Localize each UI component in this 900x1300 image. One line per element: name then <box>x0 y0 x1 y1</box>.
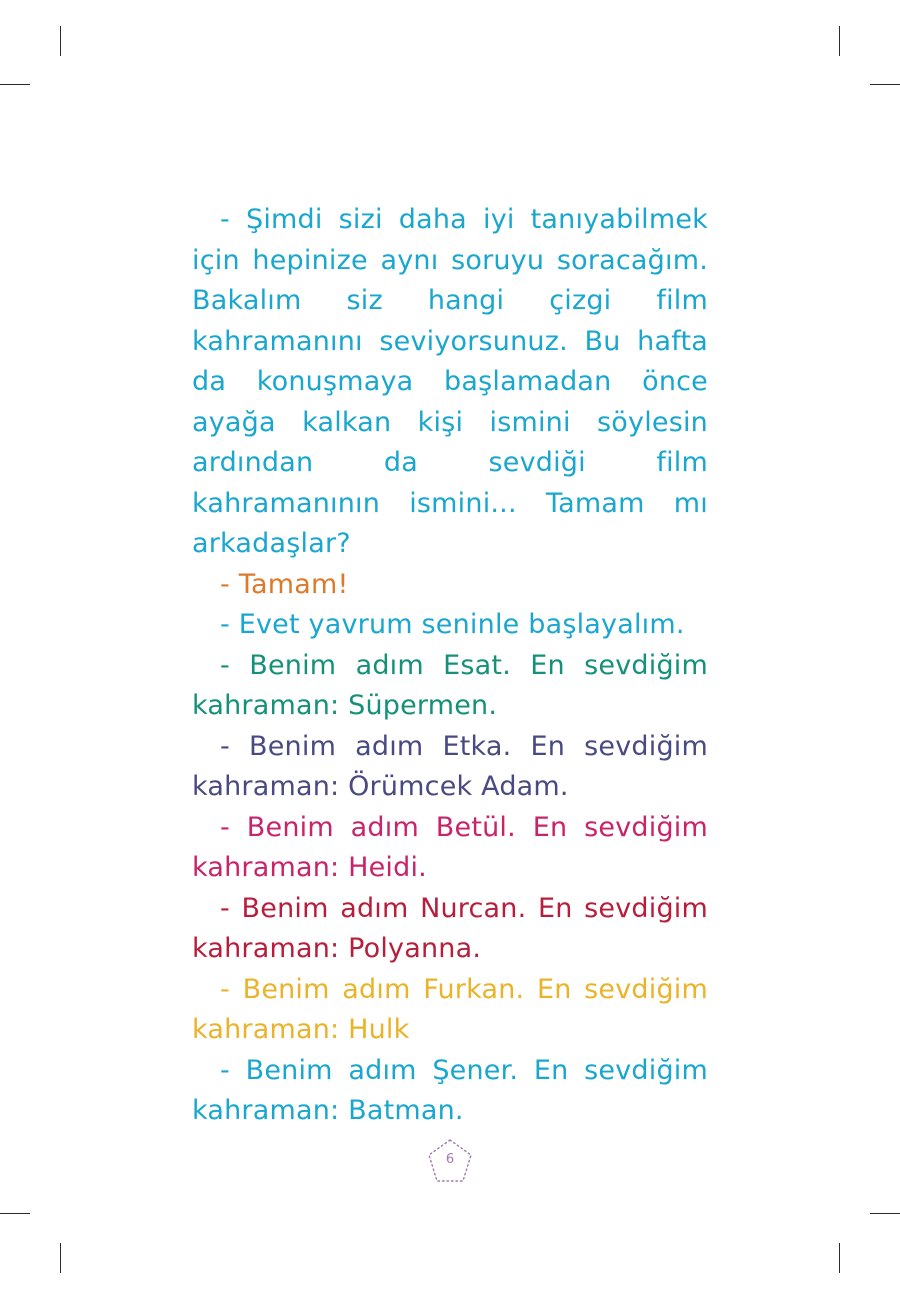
crop-mark <box>839 26 840 56</box>
crop-mark <box>0 1213 30 1214</box>
page-number-badge <box>425 1137 475 1185</box>
dialogue-line: - Benim adım Şener. En sevdiğim kahraman: Batman. <box>192 1054 708 1126</box>
crop-mark <box>60 26 61 56</box>
story-text <box>192 200 708 1132</box>
teacher-paragraph: - Şimdi sizi daha iyi tanıyabilmek için hepinize aynı soruyu soracağım. Bakalım siz hangi çizgi film kahramanını seviyorsunuz. Bu hafta da konuşmaya başlamadan önce ayağa kalkan kişi ismini söylesin ardından da sevdiği film kahramanının ismini... Tamam mı arkadaşlar? <box>192 204 708 559</box>
dialogue-line: - Benim adım Betül. En sevdiğim kahraman: Heidi. <box>192 811 708 883</box>
crop-mark <box>839 1243 840 1273</box>
crop-mark <box>870 1213 900 1214</box>
dialogue-line: - Benim adım Etka. En sevdiğim kahraman: Örümcek Adam. <box>192 730 708 802</box>
page-number: 6 <box>445 1152 455 1167</box>
crop-mark <box>60 1243 61 1273</box>
teacher-paragraph: - Evet yavrum seninle başlayalım. <box>220 609 685 640</box>
crop-mark <box>0 84 30 85</box>
dialogue-line: - Benim adım Nurcan. En sevdiğim kahraman: Polyanna. <box>192 892 708 964</box>
dialogue-line: - Benim adım Furkan. En sevdiğim kahraman: Hulk <box>192 973 708 1045</box>
dialogue-line: - Tamam! <box>220 568 349 600</box>
crop-mark <box>870 84 900 85</box>
dialogue-line: - Benim adım Esat. En sevdiğim kahraman: Süpermen. <box>192 649 708 721</box>
